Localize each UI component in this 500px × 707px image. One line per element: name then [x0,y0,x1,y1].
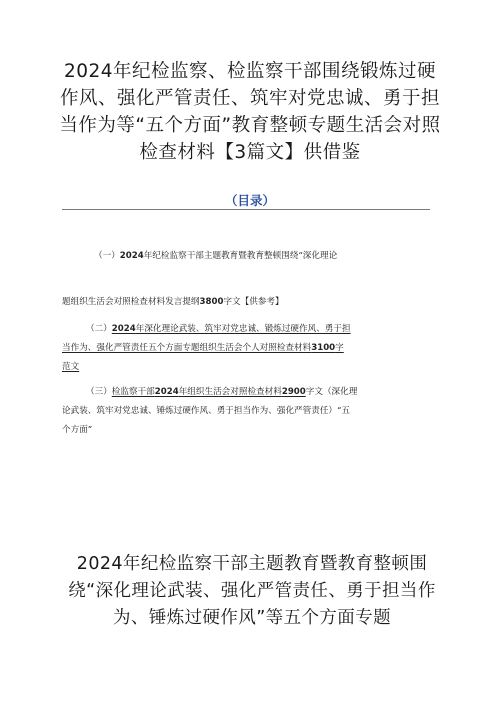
toc-entry-text: 字文（深化理 [305,387,358,397]
toc-entry-prefix: （一） [94,251,120,261]
toc-entry-2-line-2[interactable] [62,342,344,354]
toc-entry-text: 题组织生活会对照检查材料发言提纲 [62,297,200,307]
toc-entry-text: 当作为、强化严管责任五个方面专题组织生活会个人对照检查材料 [62,343,312,353]
toc-entry-text: 年纪检监察干部主题教育暨教育整顿围绕“深化理论 [143,251,338,261]
toc-entry-text: 字文【供参考】 [223,297,284,307]
toc-entry-1-line-2[interactable] [62,296,284,308]
toc-entry-year: 2024 [111,324,136,334]
toc-entry-2-line-3[interactable] [62,361,79,373]
section-heading: 2024年纪检监察干部主题教育暨教育整顿围绕“深化理论武装、强化严管责任、勇于担当作为、锤炼过硬作风”等五个方面专题 [68,554,436,628]
toc-entry-year: 2024 [154,387,179,397]
toc-entry-text: 年组织生活会对照检查材料 [178,387,282,397]
document-title: 2024年纪检监察、检监察干部围绕锻炼过硬作风、强化严管责任、筑牢对党忠诚、勇于担当作为等“五个方面”教育整顿专题生活会对照检查材料【3篇文】供借鉴 [59,61,441,163]
toc-entry-text: 字 [335,343,344,353]
toc-entry-wordcount: 2900 [281,387,306,397]
toc-entry-3-line-2[interactable] [62,405,350,417]
toc-divider [62,209,430,210]
toc-entry-1-line-1[interactable] [94,250,337,262]
toc-entry-wordcount: 3100 [311,343,336,353]
toc-entry-prefix: （二） [86,324,112,334]
toc-entry-text: 年深化理论武装、筑牢对党忠诚、锻炼过硬作风、勇于担 [135,324,351,334]
toc-entry-3-line-3[interactable] [62,424,92,436]
toc-entry-wordcount: 3800 [199,297,224,307]
toc-entry-3-line-1[interactable] [86,386,357,398]
toc-entry-text: 检监察干部 [111,387,155,397]
toc-entry-year: 2024 [119,251,144,261]
toc-entry-text: 论武装、筑牢对党忠诚、锤炼过硬作风、勇于担当作为、强化严管责任）“五 [62,406,350,416]
toc-heading: （目录） [224,193,275,208]
toc-entry-prefix: （三） [86,387,112,397]
toc-entry-text: 范文 [62,362,80,372]
toc-entry-text: 个方面” [62,425,93,435]
toc-entry-2-line-1[interactable] [86,323,351,335]
